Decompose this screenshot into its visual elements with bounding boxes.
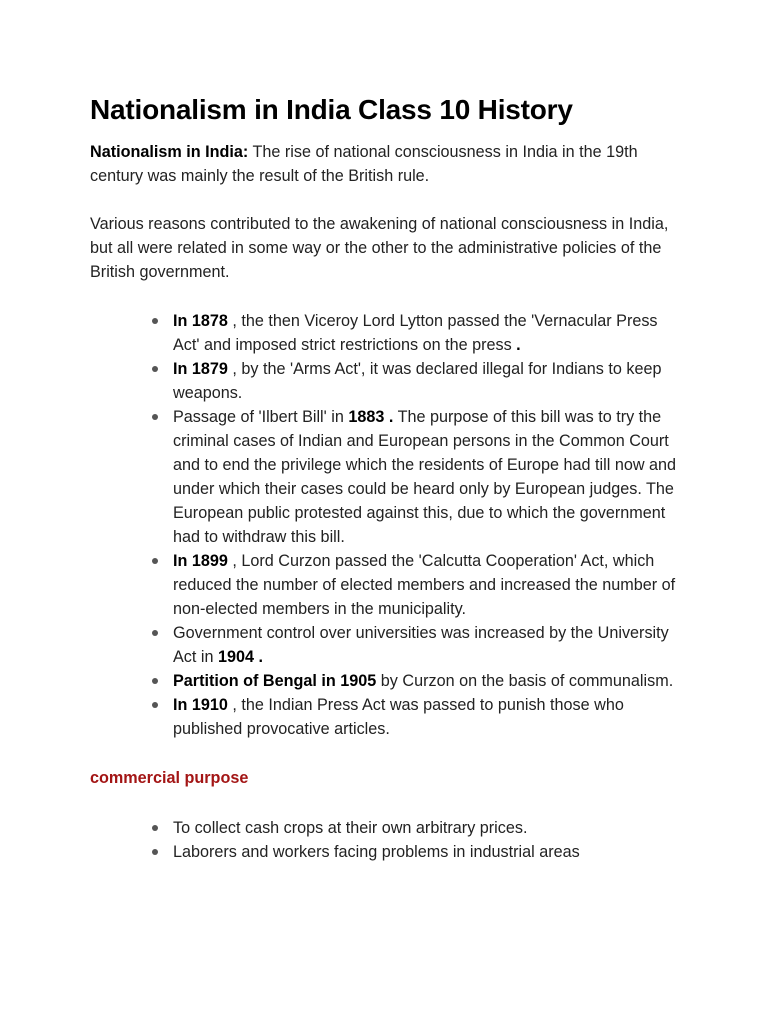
events-list — [90, 309, 678, 741]
event-year: In 1899 — [173, 552, 228, 570]
intro-lead: Nationalism in India: — [90, 143, 249, 161]
event-year: Partition of Bengal in 1905 — [173, 672, 377, 690]
list-item — [173, 309, 678, 357]
bullet-icon — [152, 678, 158, 684]
event-text-prefix: Passage of 'Ilbert Bill' in — [173, 408, 349, 426]
event-text: , by the 'Arms Act', it was declared illegal for Indians to keep weapons. — [173, 360, 662, 402]
event-text: The purpose of this bill was to try the criminal cases of Indian and European persons in the Common Court and to end the privilege which the residents of Europe had till now and under which their cases could be heard only by European judges. The European public protested against this, due to which the government had to withdraw this bill. — [173, 408, 677, 546]
event-text-prefix: Government control over universities was increased by the University Act in — [173, 624, 669, 666]
list-item — [173, 669, 678, 693]
event-text: , the then Viceroy Lord Lytton passed the 'Vernacular Press Act' and imposed strict restrictions on the press — [173, 312, 658, 354]
commercial-item-text: To collect cash crops at their own arbitrary prices. — [173, 819, 528, 837]
list-item — [173, 357, 678, 405]
bullet-icon — [152, 558, 158, 564]
event-text: , the Indian Press Act was passed to punish those who published provocative articles. — [173, 696, 624, 738]
page-title: Nationalism in India Class 10 History — [90, 94, 573, 125]
event-text: , Lord Curzon passed the 'Calcutta Cooperation' Act, which reduced the number of elected members and increased the number of non-elected members in the municipality. — [173, 552, 676, 618]
bullet-icon — [152, 366, 158, 372]
event-period: . — [516, 336, 521, 354]
intro-paragraph — [90, 140, 678, 188]
event-year: In 1910 — [173, 696, 228, 714]
event-year: 1904 . — [217, 648, 263, 666]
list-item — [173, 405, 678, 549]
bullet-icon — [152, 702, 158, 708]
event-year: In 1879 — [173, 360, 228, 378]
list-item — [173, 840, 678, 864]
list-item — [173, 621, 678, 669]
event-year: In 1878 — [173, 312, 228, 330]
reasons-paragraph: Various reasons contributed to the awakening of national consciousness in India, but all were related in some way or the other to the administrative policies of the British government. — [90, 215, 669, 281]
list-item — [173, 816, 678, 840]
section-heading-commercial: commercial purpose — [90, 769, 249, 787]
commercial-list — [90, 816, 678, 864]
bullet-icon — [152, 825, 158, 831]
intro-text: The rise of national consciousness in India in the 19th century was mainly the result of the British rule. — [90, 143, 638, 185]
list-item — [173, 693, 678, 741]
event-year: 1883 . — [348, 408, 394, 426]
commercial-item-text: Laborers and workers facing problems in industrial areas — [173, 843, 580, 861]
bullet-icon — [152, 849, 158, 855]
bullet-icon — [152, 318, 158, 324]
bullet-icon — [152, 414, 158, 420]
bullet-icon — [152, 630, 158, 636]
event-text: by Curzon on the basis of communalism. — [376, 672, 674, 690]
list-item — [173, 549, 678, 621]
